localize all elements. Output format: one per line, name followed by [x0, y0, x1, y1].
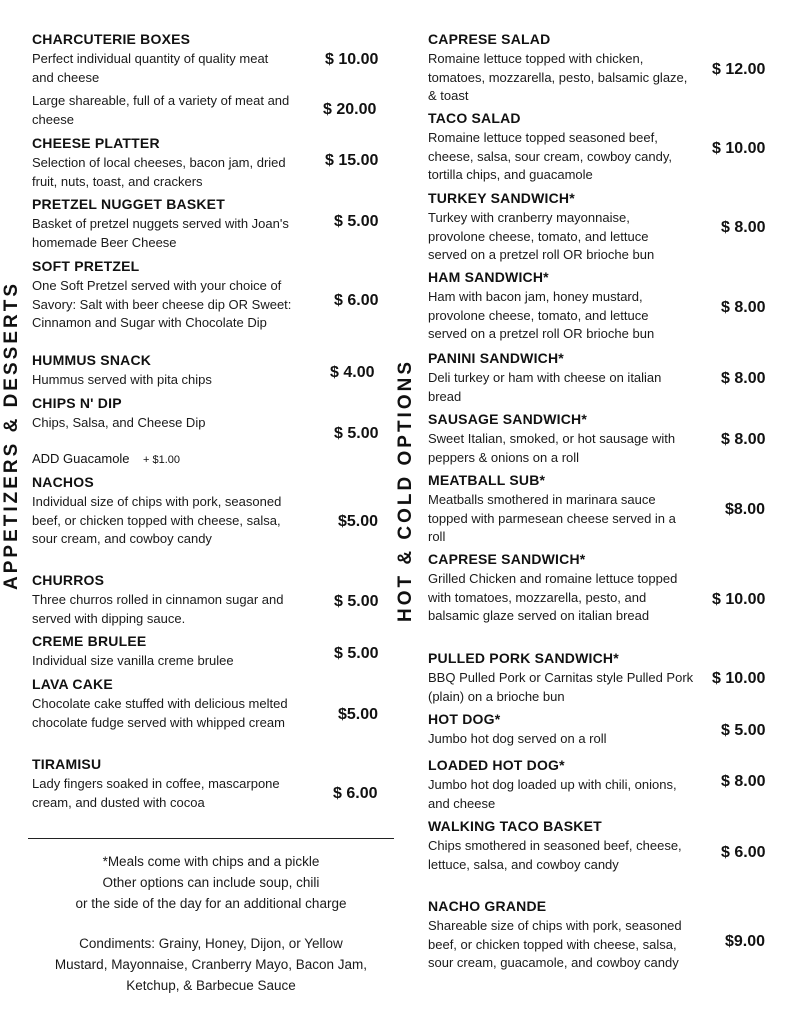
menu-item-chips-dip — [32, 394, 292, 433]
item-name: TACO SALAD — [428, 110, 521, 126]
item-desc: Romaine lettuce topped seasoned beef, cheese, salsa, sour cream, cowboy candy, tortilla chips, and guacamole — [428, 130, 672, 182]
item-name: PANINI SANDWICH* — [428, 350, 564, 366]
menu-item-loaded-hot-dog — [428, 756, 688, 813]
menu-item-pretzel-nugget — [32, 195, 292, 252]
item-price: $ 10.00 — [712, 591, 766, 608]
item-desc: Meatballs smothered in marinara sauce topped with parmesean cheese served in a roll — [428, 492, 676, 544]
menu-item-meatball-sub — [428, 471, 688, 547]
menu-item-panini-sandwich — [428, 349, 688, 406]
menu-item-caprese-salad — [428, 30, 688, 106]
menu-item-taco-salad — [428, 109, 688, 185]
item-price: $ 5.00 — [721, 722, 766, 739]
item-name: CAPRESE SANDWICH* — [428, 551, 586, 567]
note-line: Other options can include soup, chili — [102, 875, 320, 890]
item-desc: BBQ Pulled Pork or Carnitas style Pulled Pork (plain) on a brioche bun — [428, 670, 694, 704]
item-price: $ 5.00 — [334, 213, 379, 230]
item-name: CREME BRULEE — [32, 633, 147, 649]
menu-item-ham-sandwich — [428, 268, 688, 344]
note-line: Mustard, Mayonnaise, Cranberry Mayo, Bacon Jam, — [54, 957, 368, 972]
item-desc: Shareable size of chips with pork, seasoned beef, or chicken topped with cheese, salsa, sour cream, guacamole, and cowboy candy — [428, 918, 682, 970]
item-desc: Jumbo hot dog served on a roll — [428, 731, 607, 746]
menu-item-churros — [32, 571, 312, 628]
item-name: NACHO GRANDE — [428, 898, 547, 914]
item-name: WALKING TACO BASKET — [428, 818, 602, 834]
condiments-note — [28, 933, 394, 996]
item-desc: Perfect individual quantity of quality meat and cheese — [32, 51, 269, 85]
item-name: CHIPS N' DIP — [32, 395, 122, 411]
item-price: $ 8.00 — [721, 773, 766, 790]
item-price: $ 10.00 — [325, 51, 379, 68]
item-name: HOT DOG* — [428, 711, 501, 727]
note-line: Ketchup, & Barbecue Sauce — [126, 978, 296, 993]
item-desc: Ham with bacon jam, honey mustard, provolone cheese, tomato, and lettuce served on a pretzel roll OR brioche bun — [428, 289, 655, 341]
item-desc: Basket of pretzel nuggets served with Joan's homemade Beer Cheese — [32, 216, 289, 250]
addon-price: + $1.00 — [143, 454, 181, 466]
menu-item-pulled-pork — [428, 649, 698, 706]
menu-item-sausage-sandwich — [428, 410, 688, 467]
item-name: SAUSAGE SANDWICH* — [428, 411, 587, 427]
item-desc: Sweet Italian, smoked, or hot sausage with peppers & onions on a roll — [428, 431, 676, 465]
item-price: $ 15.00 — [325, 152, 379, 169]
item-price: $ 5.00 — [334, 425, 379, 442]
item-price: $ 8.00 — [721, 431, 766, 448]
menu-item-lava-cake — [32, 675, 292, 732]
menu-item-charcuterie — [32, 30, 292, 129]
item-price-large: $ 20.00 — [323, 101, 377, 118]
item-desc: Deli turkey or ham with cheese on italian bread — [428, 370, 662, 404]
divider — [28, 838, 394, 839]
item-desc-large: Large shareable, full of a variety of meat and cheese — [32, 93, 290, 127]
item-desc: Individual size of chips with pork, seasoned beef, or chicken topped with cheese, salsa, sour cream, and cowboy candy — [32, 494, 282, 546]
item-desc: Romaine lettuce topped with chicken, tomatoes, mozzarella, pesto, balsamic glaze, & toast — [428, 51, 688, 103]
item-desc: One Soft Pretzel served with your choice of Savory: Salt with beer cheese dip OR Sweet: Cinnamon and Sugar with Chocolate Dip — [32, 278, 292, 330]
item-name: LAVA CAKE — [32, 676, 113, 692]
item-desc: Individual size vanilla creme brulee — [32, 653, 234, 668]
addon-guacamole — [32, 451, 180, 466]
note-line: or the side of the day for an additional charge — [75, 896, 347, 911]
menu-item-soft-pretzel — [32, 257, 292, 333]
item-name: SOFT PRETZEL — [32, 258, 140, 274]
appetizers-desserts-heading: APPETIZERS & DESSERTS — [1, 281, 22, 590]
menu-item-tiramisu — [32, 755, 312, 812]
item-name: TIRAMISU — [32, 756, 102, 772]
item-price: $9.00 — [725, 933, 766, 950]
item-price: $5.00 — [338, 513, 379, 530]
item-name: HUMMUS SNACK — [32, 352, 152, 368]
item-price: $ 5.00 — [334, 593, 379, 610]
item-price: $5.00 — [338, 706, 379, 723]
item-desc: Lady fingers soaked in coffee, mascarpone cream, and dusted with cocoa — [32, 776, 280, 810]
item-desc: Chips smothered in seasoned beef, cheese, lettuce, salsa, and cowboy candy — [428, 838, 682, 872]
item-name: LOADED HOT DOG* — [428, 757, 565, 773]
item-price: $ 8.00 — [721, 299, 766, 316]
item-price: $ 10.00 — [712, 670, 766, 687]
item-name: CHARCUTERIE BOXES — [32, 31, 191, 47]
item-desc: Jumbo hot dog loaded up with chili, onions, and cheese — [428, 777, 677, 811]
menu-item-walking-taco — [428, 817, 688, 874]
item-price: $ 6.00 — [721, 844, 766, 861]
item-price: $ 8.00 — [721, 370, 766, 387]
menu-item-nacho-grande — [428, 897, 688, 973]
menu-item-hummus — [32, 351, 292, 390]
item-name: CAPRESE SALAD — [428, 31, 551, 47]
item-name: CHURROS — [32, 572, 105, 588]
menu-item-caprese-sandwich — [428, 550, 688, 626]
item-name: TURKEY SANDWICH* — [428, 190, 575, 206]
item-desc: Three churros rolled in cinnamon sugar and served with dipping sauce. — [32, 592, 284, 626]
item-price: $ 12.00 — [712, 61, 766, 78]
item-price: $ 5.00 — [334, 645, 379, 662]
item-name: PULLED PORK SANDWICH* — [428, 650, 619, 666]
note-line: *Meals come with chips and a pickle — [102, 854, 320, 869]
item-price: $8.00 — [725, 501, 766, 518]
note-line: Condiments: Grainy, Honey, Dijon, or Yellow — [79, 936, 343, 951]
item-desc: Selection of local cheeses, bacon jam, dried fruit, nuts, toast, and crackers — [32, 155, 286, 189]
item-price: $ 6.00 — [334, 292, 379, 309]
meal-note — [28, 851, 394, 914]
item-desc: Hummus served with pita chips — [32, 372, 212, 387]
item-name: PRETZEL NUGGET BASKET — [32, 196, 225, 212]
menu-item-nachos — [32, 473, 292, 549]
hot-cold-options-heading: HOT & COLD OPTIONS — [395, 359, 416, 622]
item-name: MEATBALL SUB* — [428, 472, 546, 488]
item-desc: Grilled Chicken and romaine lettuce topped with tomatoes, mozzarella, pesto, and balsamic glaze served on italian bread — [428, 571, 678, 623]
item-name: NACHOS — [32, 474, 94, 490]
menu-item-creme-brulee — [32, 632, 292, 671]
item-price: $ 8.00 — [721, 219, 766, 236]
item-desc: Chips, Salsa, and Cheese Dip — [32, 415, 206, 430]
menu-item-cheese-platter — [32, 134, 292, 191]
menu-item-turkey-sandwich — [428, 189, 688, 265]
item-desc: Chocolate cake stuffed with delicious melted chocolate fudge served with whipped cream — [32, 696, 288, 730]
addon-label: ADD Guacamole — [32, 451, 130, 466]
item-name: CHEESE PLATTER — [32, 135, 160, 151]
item-price: $ 6.00 — [333, 785, 378, 802]
item-price: $ 4.00 — [330, 364, 375, 381]
item-desc: Turkey with cranberry mayonnaise, provolone cheese, tomato, and lettuce served on a pretzel roll OR brioche bun — [428, 210, 655, 262]
item-price: $ 10.00 — [712, 140, 766, 157]
menu-item-hot-dog — [428, 710, 688, 749]
item-name: HAM SANDWICH* — [428, 269, 549, 285]
